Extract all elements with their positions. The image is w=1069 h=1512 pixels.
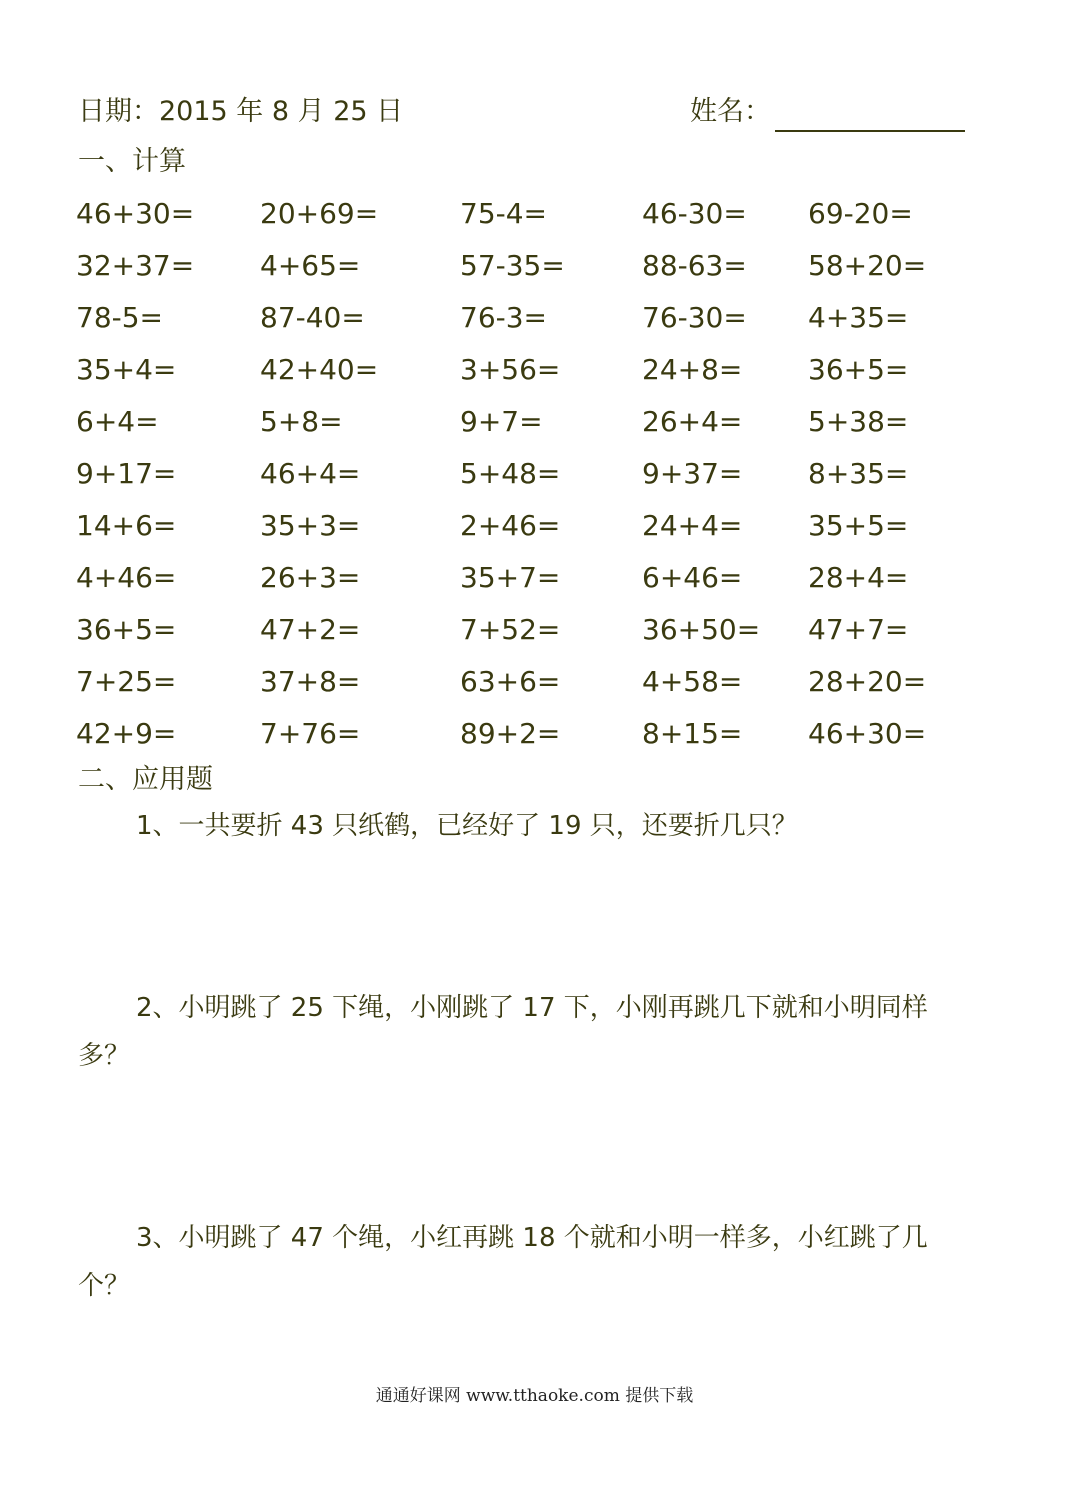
calc-item: 75-4= xyxy=(460,197,548,230)
footer-credit: 通通好课网 www.tthaoke.com 提供下载 xyxy=(375,1386,694,1406)
calc-row xyxy=(76,608,1036,660)
calc-item: 46+30= xyxy=(76,197,195,230)
problem-text: 2、小明跳了 25 下绳，小刚跳了 17 下，小刚再跳几下就和小明同样 xyxy=(136,993,928,1023)
calc-item: 36+5= xyxy=(808,353,909,386)
calc-item: 28+20= xyxy=(808,665,927,698)
calc-item: 26+3= xyxy=(260,561,361,594)
calc-item: 7+52= xyxy=(460,613,561,646)
calc-item: 4+46= xyxy=(76,561,177,594)
calc-item: 36+5= xyxy=(76,613,177,646)
calc-item: 4+35= xyxy=(808,301,909,334)
calc-row xyxy=(76,192,1036,244)
problem-text: 3、小明跳了 47 个绳，小红再跳 18 个就和小明一样多，小红跳了几 xyxy=(136,1223,928,1253)
calc-item: 5+48= xyxy=(460,457,561,490)
calc-item: 69-20= xyxy=(808,197,913,230)
calc-row xyxy=(76,712,1036,764)
calc-item: 37+8= xyxy=(260,665,361,698)
calc-item: 57-35= xyxy=(460,249,565,282)
calc-item: 14+6= xyxy=(76,509,177,542)
calc-item: 7+76= xyxy=(260,717,361,750)
calc-item: 4+58= xyxy=(642,665,743,698)
calc-item: 24+4= xyxy=(642,509,743,542)
calc-item: 36+50= xyxy=(642,613,761,646)
calc-item: 9+37= xyxy=(642,457,743,490)
problem-text: 1、一共要折 43 只纸鹤，已经好了 19 只，还要折几只？ xyxy=(136,811,798,841)
calc-item: 8+15= xyxy=(642,717,743,750)
calc-item: 6+4= xyxy=(76,405,159,438)
calc-row xyxy=(76,244,1036,296)
calc-item: 9+7= xyxy=(460,405,543,438)
calc-item: 47+7= xyxy=(808,613,909,646)
calc-item: 7+25= xyxy=(76,665,177,698)
section-calculation-title: 一、计算 xyxy=(78,146,186,177)
calc-item: 76-30= xyxy=(642,301,747,334)
word-problem-2 xyxy=(78,984,998,1080)
problem-text-continued: 多？ xyxy=(78,1041,131,1071)
calc-item: 35+7= xyxy=(460,561,561,594)
name-blank-line xyxy=(775,100,965,132)
calc-item: 46+4= xyxy=(260,457,361,490)
calc-row xyxy=(76,660,1036,712)
date-line: 日期：2015 年 8 月 25 日 xyxy=(78,96,404,127)
calc-item: 6+46= xyxy=(642,561,743,594)
name-field xyxy=(690,92,965,132)
calc-item: 78-5= xyxy=(76,301,164,334)
calc-item: 2+46= xyxy=(460,509,561,542)
calc-item: 35+3= xyxy=(260,509,361,542)
calc-row xyxy=(76,556,1036,608)
calc-row xyxy=(76,452,1036,504)
calc-item: 46+30= xyxy=(808,717,927,750)
word-problem-3 xyxy=(78,1214,998,1310)
calc-item: 9+17= xyxy=(76,457,177,490)
calc-row xyxy=(76,504,1036,556)
calc-item: 32+37= xyxy=(76,249,195,282)
calc-item: 24+8= xyxy=(642,353,743,386)
calc-item: 58+20= xyxy=(808,249,927,282)
calc-item: 35+4= xyxy=(76,353,177,386)
calc-item: 5+8= xyxy=(260,405,343,438)
calc-item: 3+56= xyxy=(460,353,561,386)
calc-item: 88-63= xyxy=(642,249,747,282)
calc-item: 42+40= xyxy=(260,353,379,386)
calc-item: 20+69= xyxy=(260,197,379,230)
calc-item: 76-3= xyxy=(460,301,548,334)
section-word-problems-title: 二、应用题 xyxy=(78,764,213,795)
calc-item: 26+4= xyxy=(642,405,743,438)
word-problem-1 xyxy=(78,802,998,850)
calc-row xyxy=(76,400,1036,452)
calc-item: 42+9= xyxy=(76,717,177,750)
name-label: 姓名： xyxy=(690,96,771,127)
problem-text-continued: 个？ xyxy=(78,1271,131,1301)
calc-item: 87-40= xyxy=(260,301,365,334)
calc-item: 47+2= xyxy=(260,613,361,646)
calc-item: 4+65= xyxy=(260,249,361,282)
calc-item: 89+2= xyxy=(460,717,561,750)
calc-item: 63+6= xyxy=(460,665,561,698)
calc-item: 5+38= xyxy=(808,405,909,438)
calc-item: 28+4= xyxy=(808,561,909,594)
calc-item: 46-30= xyxy=(642,197,747,230)
calc-row xyxy=(76,348,1036,400)
calc-row xyxy=(76,296,1036,348)
calculation-grid xyxy=(76,192,1036,764)
calc-item: 35+5= xyxy=(808,509,909,542)
calc-item: 8+35= xyxy=(808,457,909,490)
